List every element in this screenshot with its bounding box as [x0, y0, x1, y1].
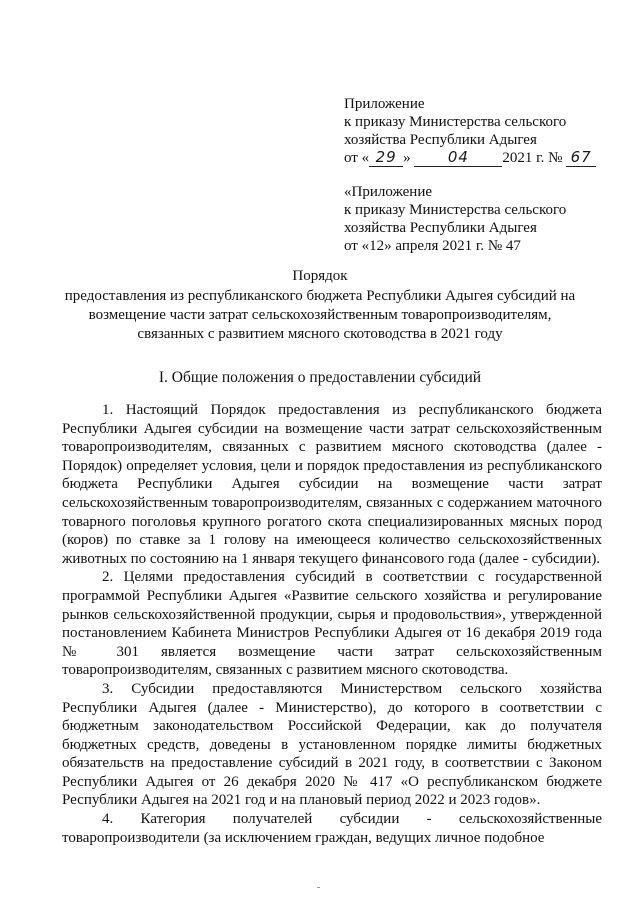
date-prefix: от «	[344, 150, 370, 166]
year-and-number-label: 2021 г. №	[502, 150, 563, 166]
document-subtitle	[40, 287, 600, 344]
section-heading: I. Общие положения о предоставлении субсидий	[158, 369, 482, 386]
appendix-original-order-line: к приказу Министерства сельского	[344, 202, 567, 218]
appendix-original-ministry-line: хозяйства Республики Адыгея	[344, 220, 537, 236]
appendix-original-date-line: от «12» апреля 2021 г. № 47	[344, 238, 521, 254]
paragraph-3: 3. Субсидии предоставляются Министерством сельского хозяйства Республики Адыгея (далее - Министерство), до которого в соответствии с бюджетным законодательством Российской Федерации, как до получателя бюджетных средств, доведены в установленном порядке лимиты бюджетных обязательств на предоставление субсидий в 2021 году, в соответствии с Законом Республики Адыгея от 26 декабря 2020 № 417 «О республиканском бюджете Республики Адыгея на 2021 год и на плановый период 2022 и 2023 годов».	[62, 680, 602, 809]
date-close-quote: »	[403, 150, 411, 166]
appendix-label: Приложение	[344, 96, 425, 112]
appendix-original-block	[344, 183, 614, 255]
document-title: Порядок	[292, 268, 348, 284]
document-body	[62, 401, 602, 847]
paragraph-1: 1. Настоящий Порядок предоставления из республиканского бюджета Республики Адыгея субсидии на возмещение части затрат сельскохозяйственным товаропроизводителям, связанных с развитием мясного скотоводства (далее - Порядок) определяет условия, цели и порядок предоставления из республиканского бюджета Республики Адыгея субсидии на возмещение части затрат сельскохозяйственным товаропроизводителям, связанных с содержанием маточного товарного поголовья крупного рогатого скота специализированных мясных пород (коров) по ставке за 1 голову на имеющееся количество сельскохозяйственных животных по состоянию на 1 января текущего финансового года (далее - субсидии).	[62, 402, 602, 567]
paragraph-2: 2. Целями предоставления субсидий в соответствии с государственной программой Республики Адыгея «Развитие сельского хозяйства и регулирование рынков сельскохозяйственной продукции, сырья и продовольствия», утвержденной постановлением Кабинета Министров Республики Адыгея от 16 декабря 2019 года № 301 является возмещение части затрат сельскохозяйственным товаропроизводителям, связанных с развитием мясного скотоводства.	[62, 569, 602, 679]
subtitle-line: возмещение части затрат сельскохозяйственным товаропроизводителям,	[88, 307, 552, 323]
subtitle-line: предоставления из республиканского бюджета Республики Адыгея субсидий на	[64, 288, 576, 304]
handwritten-number: 67	[570, 148, 592, 166]
handwritten-month: 04	[447, 148, 469, 166]
number-field	[566, 150, 596, 167]
appendix-order-line: к приказу Министерства сельского	[344, 114, 567, 130]
handwritten-day: 29	[375, 148, 397, 166]
day-field	[369, 150, 403, 167]
month-field	[414, 150, 502, 167]
appendix-original-label: «Приложение	[344, 184, 433, 200]
page-speck	[317, 887, 320, 888]
appendix-date-line	[344, 149, 614, 167]
paragraph-4: 4. Категория получателей субсидии - сельскохозяйственные товаропроизводители (за исключением граждан, ведущих личное подобное	[62, 811, 602, 846]
subtitle-line: связанных с развитием мясного скотоводства в 2021 году	[137, 326, 503, 342]
appendix-ministry-line: хозяйства Республики Адыгея	[344, 132, 537, 148]
appendix-current-block	[344, 95, 614, 167]
